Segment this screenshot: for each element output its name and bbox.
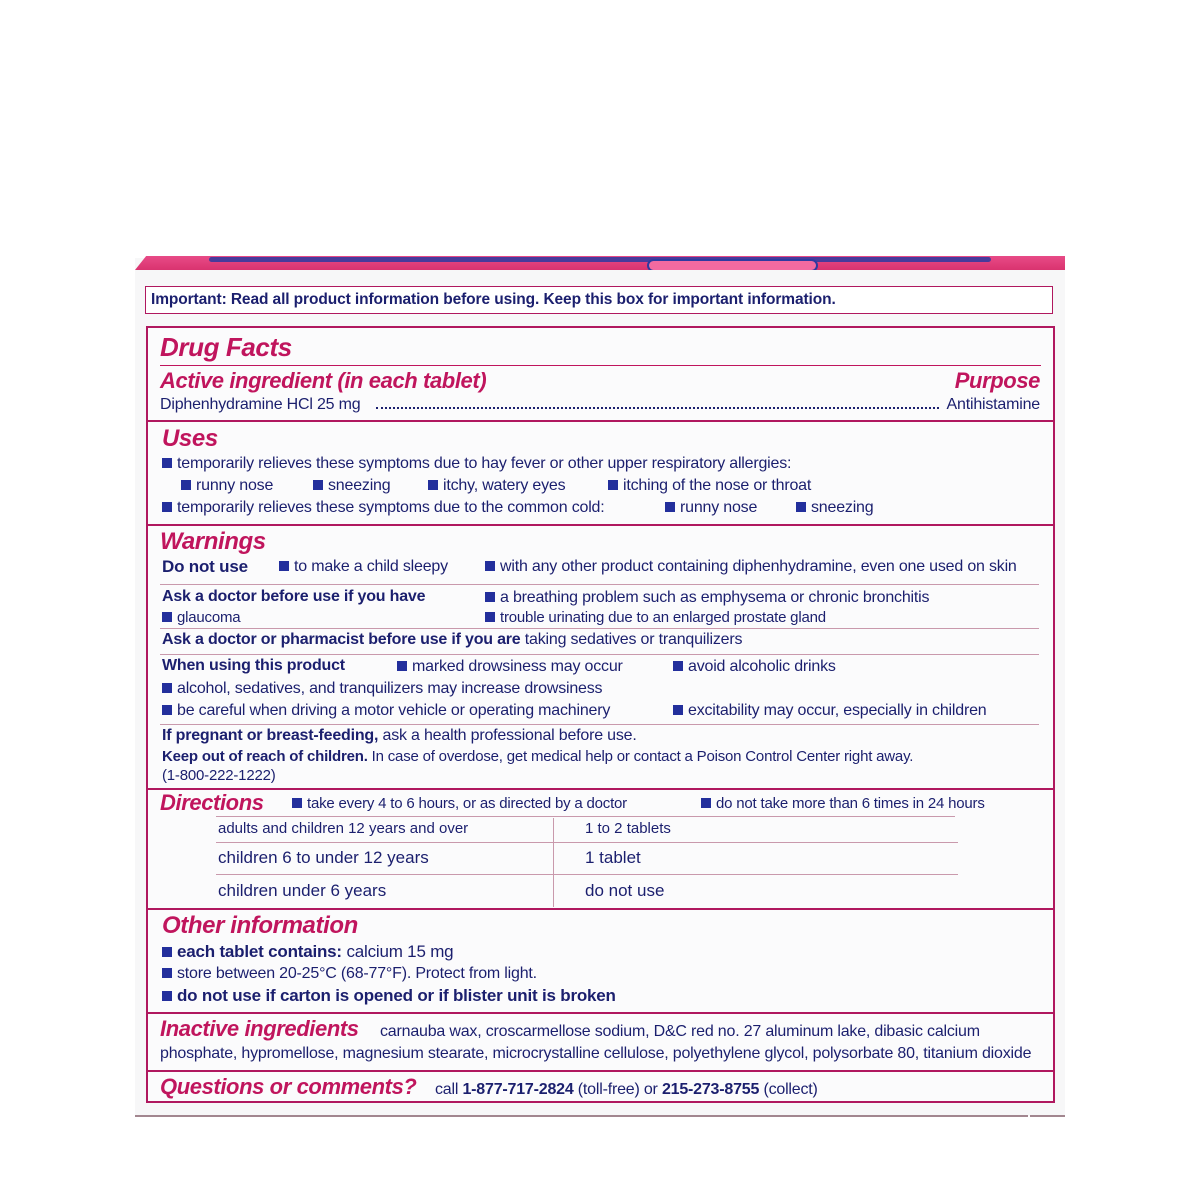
active-ingredient-name: Diphenhydramine HCl 25 mg bbox=[160, 396, 361, 413]
keep-out-warning: Keep out of reach of children. In case of overdose, get medical help or contact a Poison Control Center right away. bbox=[162, 748, 914, 765]
warnings-heading: Warnings bbox=[160, 528, 266, 555]
inactive-ingredients-text: phosphate, hypromellose, magnesium stearate, microcrystalline cellulose, polyethylene glycol, polysorbate 80, titanium dioxide bbox=[160, 1045, 1032, 1062]
bullet-icon bbox=[701, 798, 711, 808]
bullet-icon bbox=[181, 480, 191, 490]
important-notice: Important: Read all product information before using. Keep this box for important information. bbox=[145, 286, 1053, 314]
directions-heading: Directions bbox=[160, 790, 264, 815]
bullet-icon bbox=[485, 612, 495, 622]
section-divider bbox=[148, 1012, 1053, 1014]
warning-item: a breathing problem such as emphysema or chronic bronchitis bbox=[485, 589, 929, 607]
pregnancy-warning: If pregnant or breast-feeding, ask a health professional before use. bbox=[162, 727, 637, 744]
other-info-item: do not use if carton is opened or if blister unit is broken bbox=[162, 986, 616, 1006]
table-row bbox=[216, 817, 958, 843]
drug-facts-title: Drug Facts bbox=[160, 332, 292, 362]
poison-control-phone: (1-800-222-1222) bbox=[162, 767, 276, 784]
ask-pharmacist-line: Ask a doctor or pharmacist before use if you are taking sedatives or tranquilizers bbox=[162, 631, 743, 648]
section-divider bbox=[148, 524, 1053, 526]
bullet-icon bbox=[162, 458, 172, 468]
divider bbox=[160, 584, 1039, 585]
bullet-icon bbox=[162, 683, 172, 693]
warning-item: alcohol, sedatives, and tranquilizers may increase drowsiness bbox=[162, 680, 602, 698]
bullet-icon bbox=[162, 502, 172, 512]
section-divider bbox=[148, 908, 1053, 910]
questions-heading: Questions or comments? bbox=[160, 1074, 417, 1099]
dose-cell: do not use bbox=[585, 881, 665, 900]
warning-item: avoid alcoholic drinks bbox=[673, 658, 836, 676]
bullet-icon bbox=[279, 561, 289, 571]
warning-item: be careful when driving a motor vehicle or operating machinery bbox=[162, 702, 610, 720]
active-ingredient-heading: Active ingredient (in each tablet) bbox=[160, 368, 487, 393]
bullet-icon bbox=[796, 502, 806, 512]
bullet-icon bbox=[665, 502, 675, 512]
section-divider bbox=[148, 420, 1053, 422]
purpose-heading: Purpose bbox=[954, 368, 1040, 393]
age-cell: children 6 to under 12 years bbox=[218, 848, 429, 867]
carton-bottom-edge bbox=[1030, 1115, 1065, 1117]
collect-phone: 215-273-8755 bbox=[661, 1081, 760, 1098]
directions-item: do not take more than 6 times in 24 hours bbox=[701, 795, 985, 812]
table-row bbox=[216, 875, 958, 906]
flap-banner bbox=[209, 257, 990, 262]
section-divider bbox=[148, 788, 1053, 790]
uses-item: temporarily relieves these symptoms due to hay fever or other upper respiratory allergies: bbox=[162, 455, 791, 473]
divider bbox=[160, 654, 1039, 655]
bullet-icon bbox=[162, 705, 172, 715]
other-info-heading: Other information bbox=[162, 912, 358, 939]
uses-item: itchy, watery eyes bbox=[428, 477, 565, 495]
dosage-table bbox=[216, 817, 958, 906]
do-not-use-label: Do not use bbox=[162, 557, 248, 576]
uses-item: temporarily relieves these symptoms due to the common cold: bbox=[162, 499, 605, 517]
dose-cell: 1 to 2 tablets bbox=[585, 820, 671, 837]
dose-cell: 1 tablet bbox=[585, 848, 641, 867]
warning-item: to make a child sleepy bbox=[279, 558, 448, 576]
questions-contact: call 1-877-717-2824 (toll-free) or 215-273-8755 (collect) bbox=[435, 1081, 818, 1098]
warning-item: glaucoma bbox=[162, 609, 240, 626]
warning-item: trouble urinating due to an enlarged prostate gland bbox=[485, 609, 826, 626]
table-column-divider bbox=[553, 818, 554, 907]
bullet-icon bbox=[162, 968, 172, 978]
warning-item: with any other product containing diphenhydramine, even one used on skin bbox=[485, 558, 1017, 576]
leader-dots bbox=[376, 407, 939, 409]
bullet-icon bbox=[485, 561, 495, 571]
bullet-icon bbox=[485, 592, 495, 602]
directions-item: take every 4 to 6 hours, or as directed by a doctor bbox=[292, 795, 627, 812]
bullet-icon bbox=[292, 798, 302, 808]
when-using-label: When using this product bbox=[162, 657, 345, 674]
active-ingredient-purpose: Antihistamine bbox=[946, 396, 1040, 413]
ask-doctor-label: Ask a doctor before use if you have bbox=[162, 588, 426, 605]
other-info-item: store between 20-25°C (68-77°F). Protect from light. bbox=[162, 965, 537, 983]
bullet-icon bbox=[162, 947, 172, 957]
uses-item: runny nose bbox=[181, 477, 273, 495]
uses-item: sneezing bbox=[313, 477, 390, 495]
divider bbox=[160, 724, 1039, 725]
tollfree-phone: 1-877-717-2824 bbox=[462, 1081, 574, 1098]
divider bbox=[160, 365, 1041, 366]
age-cell: adults and children 12 years and over bbox=[218, 820, 469, 837]
age-cell: children under 6 years bbox=[218, 881, 387, 900]
warning-item: excitability may occur, especially in children bbox=[673, 702, 987, 720]
inactive-ingredients-text: carnauba wax, croscarmellose sodium, D&C red no. 27 aluminum lake, dibasic calcium bbox=[380, 1023, 980, 1040]
bullet-icon bbox=[608, 480, 618, 490]
bullet-icon bbox=[162, 612, 172, 622]
carton-top-flap bbox=[135, 256, 1065, 270]
section-divider bbox=[148, 1070, 1053, 1072]
table-row bbox=[216, 843, 958, 875]
carton-bottom-edge bbox=[135, 1115, 1028, 1117]
other-info-item: each tablet contains: calcium 15 mg bbox=[162, 942, 453, 962]
uses-item: itching of the nose or throat bbox=[608, 477, 811, 495]
bullet-icon bbox=[673, 661, 683, 671]
warning-item: marked drowsiness may occur bbox=[397, 658, 623, 676]
drug-facts-panel bbox=[146, 326, 1055, 1103]
bullet-icon bbox=[162, 991, 172, 1001]
inactive-ingredients-heading: Inactive ingredients bbox=[160, 1016, 359, 1041]
bullet-icon bbox=[313, 480, 323, 490]
bullet-icon bbox=[673, 705, 683, 715]
bullet-icon bbox=[428, 480, 438, 490]
bullet-icon bbox=[397, 661, 407, 671]
divider bbox=[160, 628, 1039, 629]
uses-heading: Uses bbox=[162, 425, 218, 452]
uses-item: sneezing bbox=[796, 499, 873, 517]
uses-item: runny nose bbox=[665, 499, 757, 517]
